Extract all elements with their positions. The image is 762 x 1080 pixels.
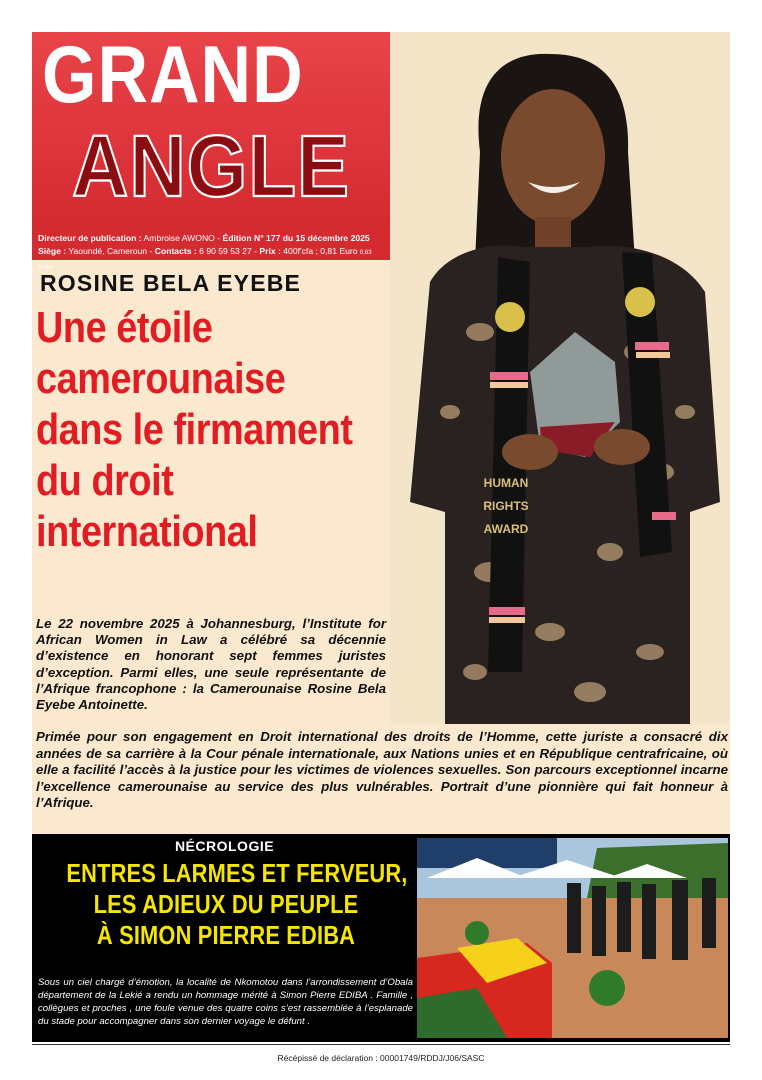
- seat-label: Siège :: [38, 246, 67, 256]
- stole-text-line1: HUMAN: [483, 476, 529, 490]
- edition-label: Édition N° 177 du 15 décembre 2025: [222, 233, 370, 243]
- lead-paragraph-part2: Primée pour son engagement en Droit international des droits de l’Homme, cette juriste a consacré dix années de sa carrière à la Cour pénale internationale, aux Nations unies et en République centrafricaine, où elle a facilité l’accès à la justice pour les victimes de violences sexuelles. Son parcours exceptionnel incarne l’excellence camerounaise au service des plus vulnérables. Portrait d’une pionnière qui fait honneur à l’Afrique.: [36, 729, 728, 811]
- price-label: Prix :: [259, 246, 281, 256]
- footer-divider: [32, 1044, 730, 1045]
- necrology-text: Sous un ciel chargé d’émotion, la localité de Nkomotou dans l’arrondissement d’Obala département de la Lekié a rendu un hommage mérité à Simon Pierre EDIBA . Famille , collègues et proches , une foule venue des quatre coins s’est rassemblée à l’esplanade du stade pour accompagner dans son dernier voyage le défunt .: [38, 977, 413, 1027]
- masthead-line2: ANGLE: [72, 116, 350, 215]
- award-portrait-photo: [390, 32, 730, 724]
- portrait-illustration: [390, 32, 730, 724]
- contacts-value: 6 90 59 53 27: [199, 246, 252, 256]
- director-name: Ambroise AWONO: [143, 233, 215, 243]
- headline-line: du droit: [36, 456, 174, 505]
- necrology-headline-line: ENTRES LARMES ET FERVEUR,: [66, 858, 408, 888]
- story-kicker: ROSINE BELA EYEBE: [40, 270, 302, 296]
- necrology-headline-line: LES ADIEUX DU PEUPLE: [93, 889, 359, 919]
- seat-value: Yaoundé, Cameroun: [68, 246, 148, 256]
- funeral-ceremony-photo: [417, 838, 728, 1038]
- main-headline: [36, 302, 353, 557]
- stole-text-line3: AWARD: [483, 522, 529, 536]
- section-rubric: NÉCROLOGIE: [174, 838, 275, 854]
- headline-line: Une étoile: [36, 303, 213, 352]
- masthead-logo: [32, 32, 390, 230]
- necrology-headline-line: À SIMON PIERRE EDIBA: [96, 920, 356, 950]
- funeral-illustration: [417, 838, 728, 1038]
- price-dollar: 0,63 Dollar: [38, 250, 372, 271]
- stole-text-line2: RIGHTS: [483, 499, 529, 513]
- headline-line: dans le firmament: [36, 405, 353, 454]
- front-page: [32, 32, 730, 1042]
- headline-line: camerounaise: [36, 354, 286, 403]
- price-value: 400f'cfa ; 0,81 Euro: [283, 246, 358, 256]
- lead-paragraph-part1: Le 22 novembre 2025 à Johannesburg, l’Institute for African Women in Law a célébré sa décennie d’existence en honorant sept femmes juristes d’exception. Parmi elles, une seule représentante de l’Afrique francophone : la Camerounaise Rosine Bela Eyebe Antoinette.: [36, 616, 386, 713]
- publication-info: Directeur de publication : Ambroise AWONO - Édition N° 177 du 15 décembre 2025 Siège : Yaoundé, Cameroun - Contacts : 6 90 59 53 27 - Prix : 400f'cfa ; 0,81 Euro 0,63 Dollar: [32, 230, 390, 260]
- headline-line: international: [36, 507, 258, 556]
- director-label: Directeur de publication :: [38, 233, 142, 243]
- contacts-label: Contacts :: [154, 246, 197, 256]
- necrology-headline: [66, 858, 408, 951]
- necrology-block: [32, 834, 730, 1042]
- footer-declaration: Récépissé de déclaration : 00001749/RDDJ/J06/SASC: [277, 1053, 485, 1063]
- masthead-line1: GRAND: [42, 32, 304, 120]
